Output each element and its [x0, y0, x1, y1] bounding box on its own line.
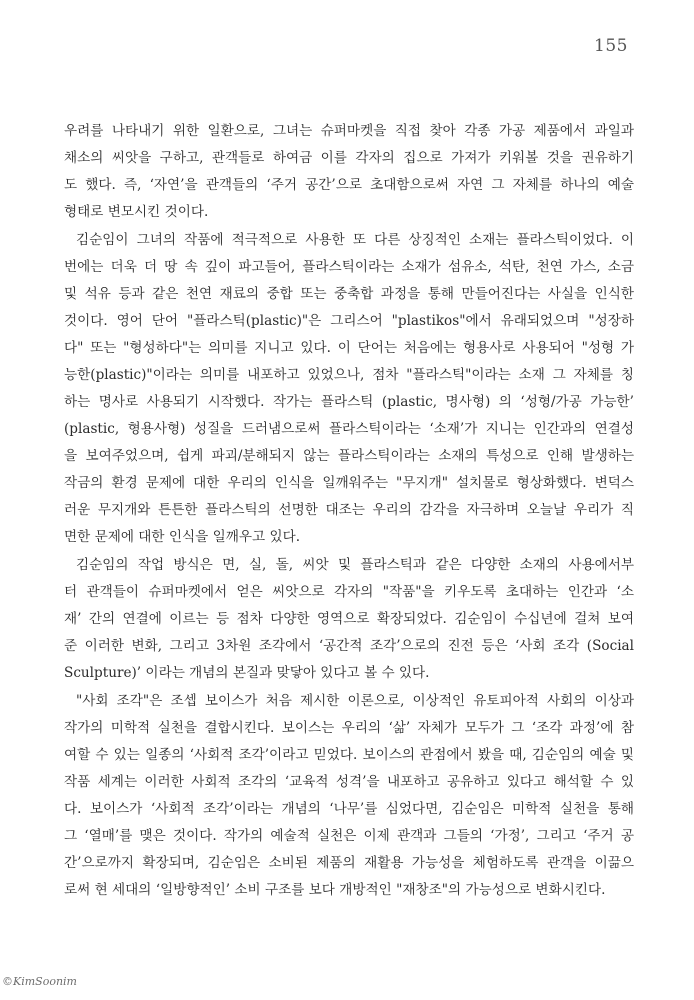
text-line: 김순임의 작업 방식은 면, 실, 돌, 씨앗 및 플라스틱과 같은 다양한 소재의 사용에서부	[76, 557, 634, 573]
text-line: 러운 무지개와 튼튼한 플라스틱의 선명한 대조는 우리의 감각을 자극하며 오늘날 우리가 직	[64, 502, 634, 518]
text-line: 및 석유 등과 같은 천연 재료의 중합 또는 중축합 과정을 통해 만들어진다는 사실을 인식한	[64, 286, 634, 302]
text-line: 작가의 미학적 실천을 결합시킨다. 보이스는 우리의 ‘삶’ 자체가 모두가 그 ‘조각 과정’에 참	[64, 720, 634, 736]
text-line: 을 보여주었으며, 쉽게 파괴/분해되지 않는 플라스틱이라는 소재의 특성으로 인해 발생하는	[64, 448, 634, 464]
text-line: 김순임이 그녀의 작품에 적극적으로 사용한 또 다른 상징적인 소재는 플라스틱이었다. 이	[76, 232, 634, 248]
text-line: (plastic, 형용사형) 성질을 드러냄으로써 플라스틱이라는 ‘소재’가 지니는 인간과의 연결성	[64, 421, 634, 437]
text-line: 작금의 환경 문제에 대한 우리의 인식을 일깨워주는 "무지개" 설치물로 형상화했다. 변덕스	[64, 475, 634, 491]
text-line: 도 했다. 즉, ‘자연’을 관객들의 ‘주거 공간’으로 초대함으로써 자연 그 자체를 하나의 예술	[64, 177, 634, 193]
text-line: 능한(plastic)"이라는 의미를 내포하고 있었으나, 점차 "플라스틱"이라는 소재 그 자체를 칭	[64, 367, 634, 383]
text-line: 터 관객들이 슈퍼마켓에서 얻은 씨앗으로 각자의 "작품"을 키우도록 초대하는 인간과 ‘소	[64, 584, 634, 600]
page-number: 155	[594, 36, 628, 56]
text-line: 여할 수 있는 일종의 ‘사회적 조각’이라고 믿었다. 보이스의 관점에서 봤을 때, 김순임의 예술 및	[64, 747, 634, 763]
text-line: 하는 명사로 사용되기 시작했다. 작가는 플라스틱 (plastic, 명사형) 의 ‘성형/가공 가능한’	[64, 394, 634, 410]
text-line: 우려를 나타내기 위한 일환으로, 그녀는 슈퍼마켓을 직접 찾아 각종 가공 제품에서 과일과	[64, 123, 634, 139]
text-line: 로써 현 세대의 ‘일방향적인’ 소비 구조를 보다 개방적인 "재창조"의 가능성으로 변화시킨다.	[64, 882, 606, 898]
text-line: 것이다. 영어 단어 "플라스틱(plastic)"은 그리스어 "plastikos"에서 유래되었으며 "성장하	[64, 313, 634, 329]
text-line: 면한 문제에 대한 인식을 일깨우고 있다.	[64, 529, 301, 545]
text-line: 간’으로까지 확장되며, 김순임은 소비된 제품의 재활용 가능성을 체험하도록 관객을 이끎으	[64, 855, 634, 871]
text-line: 다" 또는 "형성하다"는 의미를 지니고 있다. 이 단어는 처음에는 형용사로 사용되어 "성형 가	[64, 340, 634, 356]
text-line: Sculpture)’ 이라는 개념의 본질과 맞닿아 있다고 볼 수 있다.	[64, 665, 430, 681]
text-line: 다. 보이스가 ‘사회적 조각’이라는 개념의 ‘나무’를 심었다면, 김순임은 미학적 실천을 통해	[64, 801, 634, 817]
text-line: 번에는 더욱 더 땅 속 깊이 파고들어, 플라스틱이라는 소재가 섬유소, 석탄, 천연 가스, 소금	[64, 259, 634, 275]
text-line: 채소의 씨앗을 구하고, 관객들로 하여금 이를 각자의 집으로 가져가 키워볼 것을 권유하기	[64, 150, 634, 166]
text-line: 재’ 간의 연결에 이르는 등 점차 다양한 영역으로 확장되었다. 김순임이 수십년에 걸쳐 보여	[64, 611, 634, 627]
text-line: 그 ‘열매’를 맺은 것이다. 작가의 예술적 실천은 이제 관객과 그들의 ‘가정’, 그리고 ‘주거 공	[64, 828, 634, 844]
text-line: 준 이러한 변화, 그리고 3차원 조각에서 ‘공간적 조각’으로의 진전 등은 ‘사회 조각 (Social	[64, 638, 634, 654]
text-line: 작품 세계는 이러한 사회적 조각의 ‘교육적 성격’을 내포하고 공유하고 있다고 해석할 수 있	[64, 774, 634, 790]
copyright-watermark: ©KimSoonim	[2, 975, 77, 988]
text-line: 형태로 변모시킨 것이다.	[64, 204, 209, 220]
text-line: "사회 조각"은 조셉 보이스가 처음 제시한 이론으로, 이상적인 유토피아적 사회의 이상과	[76, 693, 634, 709]
